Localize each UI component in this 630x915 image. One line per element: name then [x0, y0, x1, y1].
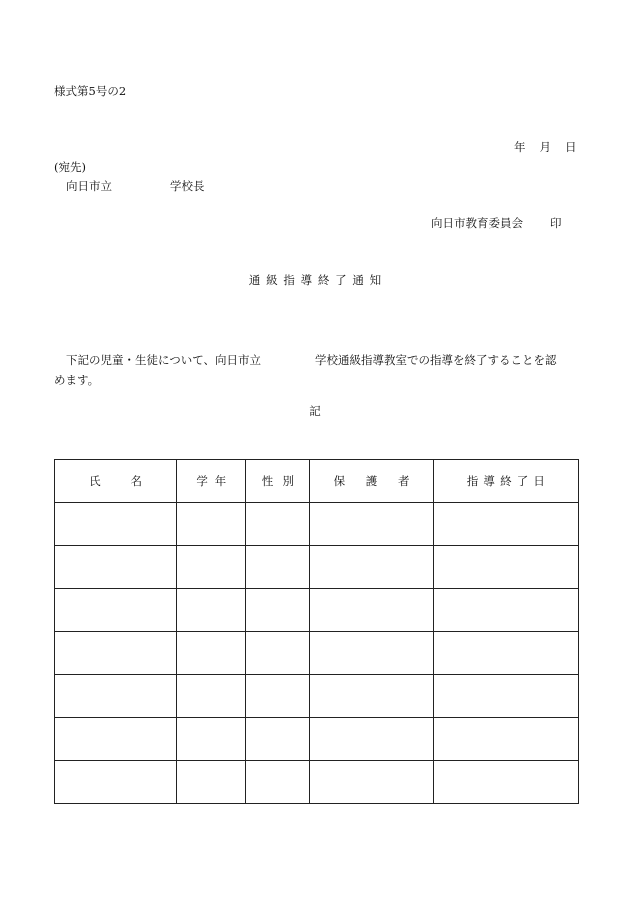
addressee-city: 向日市立: [66, 179, 112, 193]
record-table-body: [55, 503, 579, 804]
header-name: 氏名: [55, 460, 177, 503]
cell-gender[interactable]: [246, 675, 310, 718]
table-row: [55, 546, 579, 589]
header-grade: 学年: [177, 460, 246, 503]
issuer-seal: 印: [550, 216, 562, 230]
issuer-name: 向日市教育委員会: [431, 216, 523, 230]
cell-grade[interactable]: [177, 761, 246, 804]
cell-gender[interactable]: [246, 761, 310, 804]
cell-name[interactable]: [55, 632, 177, 675]
issuer: [431, 218, 562, 230]
cell-grade[interactable]: [177, 546, 246, 589]
date-month-label: 月: [539, 140, 551, 154]
cell-name[interactable]: [55, 675, 177, 718]
cell-gender[interactable]: [246, 632, 310, 675]
date-year-label: 年: [514, 140, 526, 154]
cell-grade[interactable]: [177, 589, 246, 632]
addressee-principal: 学校長: [170, 179, 205, 193]
table-row: [55, 632, 579, 675]
header-end-date: 指導終了日: [433, 460, 578, 503]
body-line-1-part-1: 下記の児童・生徒について、向日市立: [66, 353, 262, 367]
cell-name[interactable]: [55, 589, 177, 632]
cell-end-date[interactable]: [433, 632, 578, 675]
cell-guardian[interactable]: [310, 675, 433, 718]
date-day-label: 日: [565, 140, 577, 154]
note-mark: 記: [309, 404, 321, 418]
cell-end-date[interactable]: [433, 675, 578, 718]
header-gender: 性別: [246, 460, 310, 503]
cell-guardian[interactable]: [310, 589, 433, 632]
cell-guardian[interactable]: [310, 718, 433, 761]
addressee-label: (宛先): [54, 160, 86, 174]
cell-end-date[interactable]: [433, 761, 578, 804]
cell-end-date[interactable]: [433, 546, 578, 589]
header-guardian: 保護者: [310, 460, 433, 503]
cell-name[interactable]: [55, 718, 177, 761]
cell-name[interactable]: [55, 761, 177, 804]
form-number: 様式第5号の2: [54, 84, 127, 98]
cell-gender[interactable]: [246, 718, 310, 761]
cell-guardian[interactable]: [310, 761, 433, 804]
table-row: [55, 718, 579, 761]
cell-grade[interactable]: [177, 503, 246, 546]
cell-guardian[interactable]: [310, 503, 433, 546]
table-row: [55, 761, 579, 804]
cell-end-date[interactable]: [433, 718, 578, 761]
body-text: [54, 350, 580, 390]
cell-gender[interactable]: [246, 546, 310, 589]
body-line-1: [54, 350, 580, 370]
cell-gender[interactable]: [246, 503, 310, 546]
cell-name[interactable]: [55, 503, 177, 546]
cell-name[interactable]: [55, 546, 177, 589]
addressee-school: [66, 181, 205, 193]
cell-end-date[interactable]: [433, 503, 578, 546]
table-row: [55, 503, 579, 546]
cell-guardian[interactable]: [310, 632, 433, 675]
cell-end-date[interactable]: [433, 589, 578, 632]
cell-grade[interactable]: [177, 632, 246, 675]
date-line: [514, 142, 577, 154]
cell-grade[interactable]: [177, 675, 246, 718]
body-line-1-part-2: 学校通級指導教室での指導を終了することを認: [315, 353, 557, 367]
record-table: [54, 459, 579, 804]
table-row: [55, 675, 579, 718]
cell-gender[interactable]: [246, 589, 310, 632]
cell-guardian[interactable]: [310, 546, 433, 589]
table-header-row: [55, 460, 579, 503]
cell-grade[interactable]: [177, 718, 246, 761]
document-title: 通級指導終了通知: [248, 273, 387, 287]
table-row: [55, 589, 579, 632]
body-line-2: めます。: [54, 373, 100, 387]
